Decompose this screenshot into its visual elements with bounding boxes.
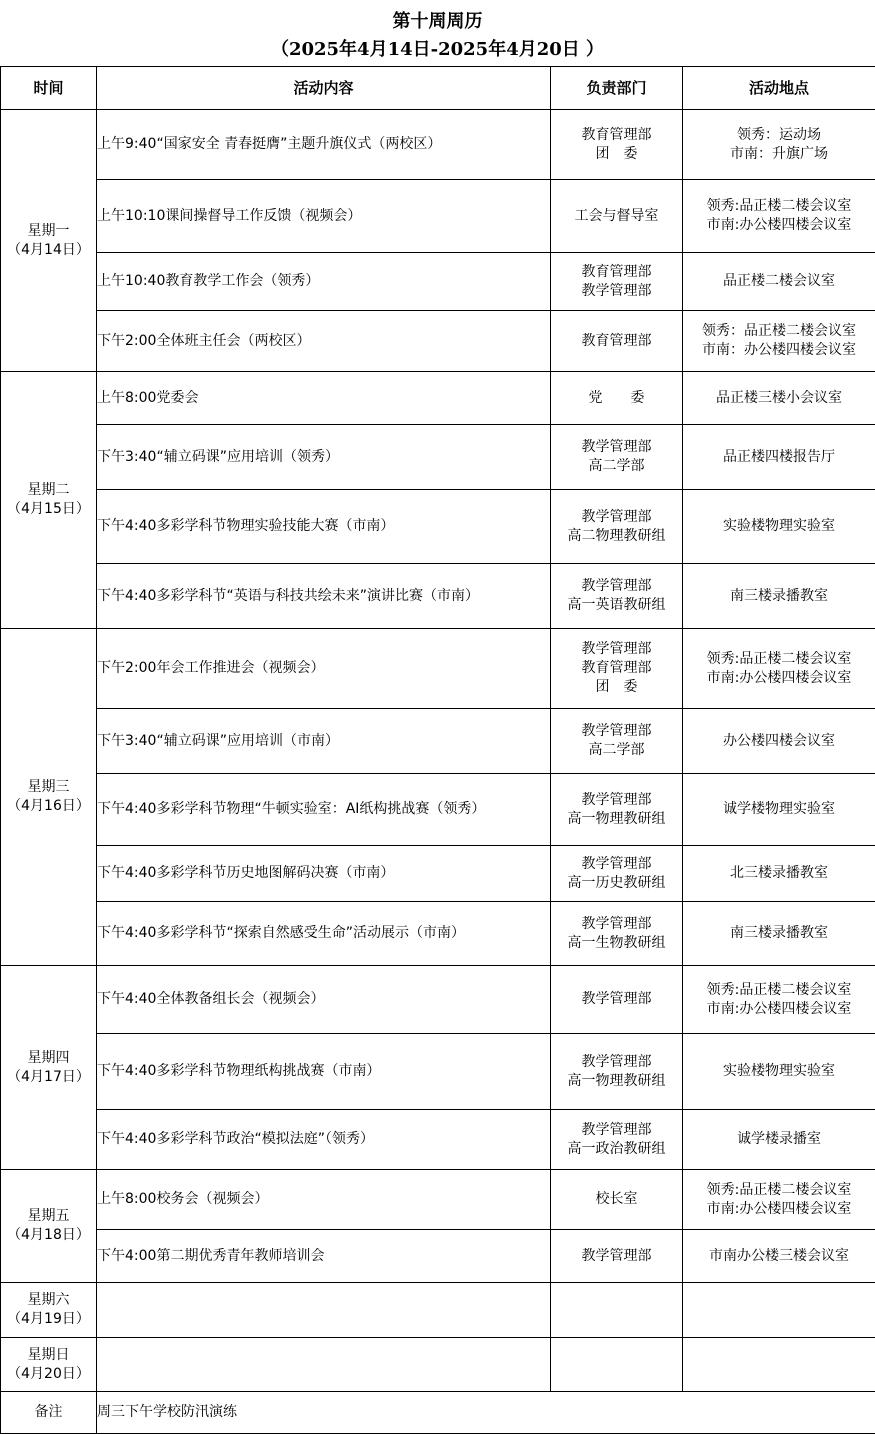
event-row: [1, 774, 875, 846]
department-line: 教育管理部: [551, 126, 682, 145]
department-cell: [551, 1170, 683, 1230]
department-cell: [551, 425, 683, 490]
department-cell: [551, 311, 683, 372]
department-line: 教学管理部: [551, 508, 682, 527]
header-location: 活动地点: [683, 67, 875, 110]
department-line: 高二学部: [551, 457, 682, 476]
day-name: 星期三: [1, 778, 96, 797]
department-line: 教学管理部: [551, 438, 682, 457]
day-date: （4月16日）: [1, 797, 96, 816]
header-row: [1, 67, 875, 110]
activity-cell: 上午10:10课间操督导工作反馈（视频会）: [97, 180, 551, 253]
location-cell: [683, 902, 875, 966]
activity-cell: 下午4:40多彩学科节政治“模拟法庭”（领秀）: [97, 1110, 551, 1170]
activity-cell: 下午3:40“辅立码课”应用培训（市南）: [97, 709, 551, 774]
location-line: 诚学楼录播室: [683, 1130, 875, 1149]
location-line: 办公楼四楼会议室: [683, 732, 875, 751]
department-line: 高二学部: [551, 741, 682, 760]
location-line: 实验楼物理实验室: [683, 1062, 875, 1081]
location-line: 领秀:品正楼二楼会议室: [683, 197, 875, 216]
day-cell: [1, 629, 97, 966]
day-name: 星期四: [1, 1049, 96, 1068]
location-cell: [683, 490, 875, 564]
event-row: [1, 1338, 875, 1392]
location-cell: [683, 629, 875, 709]
location-cell: [683, 110, 875, 180]
day-date: （4月19日）: [1, 1310, 96, 1329]
day-cell: [1, 1338, 97, 1392]
department-line: 高一历史教研组: [551, 874, 682, 893]
location-line: 北三楼录播教室: [683, 864, 875, 883]
calendar-table: [0, 66, 875, 1434]
event-row: [1, 1283, 875, 1338]
day-cell: [1, 372, 97, 629]
calendar-date-range: （2025年4月14日-2025年4月20日 ）: [0, 35, 875, 61]
department-cell: [551, 966, 683, 1034]
department-cell: [551, 902, 683, 966]
location-line: 市南：办公楼四楼会议室: [683, 341, 875, 360]
department-cell: [551, 372, 683, 425]
location-line: 品正楼三楼小会议室: [683, 389, 875, 408]
department-line: 校长室: [551, 1190, 682, 1209]
location-line: 领秀:品正楼二楼会议室: [683, 1181, 875, 1200]
day-name: 星期二: [1, 481, 96, 500]
department-cell: [551, 490, 683, 564]
day-cell: [1, 966, 97, 1170]
day-name: 星期一: [1, 222, 96, 241]
department-line: 团 委: [551, 145, 682, 164]
location-cell: [683, 1338, 875, 1392]
event-row: [1, 846, 875, 902]
department-line: 教学管理部: [551, 915, 682, 934]
location-line: 领秀：品正楼二楼会议室: [683, 322, 875, 341]
location-cell: [683, 253, 875, 311]
event-row: [1, 311, 875, 372]
department-cell: [551, 253, 683, 311]
activity-cell: 上午10:40教育教学工作会（领秀）: [97, 253, 551, 311]
location-cell: [683, 846, 875, 902]
location-line: 诚学楼物理实验室: [683, 800, 875, 819]
department-line: 教学管理部: [551, 282, 682, 301]
event-row: [1, 564, 875, 629]
department-line: 工会与督导室: [551, 207, 682, 226]
department-cell: [551, 709, 683, 774]
day-name: 星期日: [1, 1346, 96, 1365]
day-date: （4月15日）: [1, 500, 96, 519]
department-line: 团 委: [551, 678, 682, 697]
location-cell: [683, 564, 875, 629]
title-block: [0, 0, 875, 66]
department-cell: [551, 1338, 683, 1392]
department-cell: [551, 1283, 683, 1338]
department-line: 高二物理教研组: [551, 527, 682, 546]
department-line: 教育管理部: [551, 263, 682, 282]
activity-cell: 下午4:40多彩学科节历史地图解码决赛（市南）: [97, 846, 551, 902]
department-line: 教学管理部: [551, 855, 682, 874]
location-cell: [683, 709, 875, 774]
location-cell: [683, 1170, 875, 1230]
event-row: [1, 1230, 875, 1283]
activity-cell: 上午8:00党委会: [97, 372, 551, 425]
department-cell: [551, 110, 683, 180]
event-row: [1, 629, 875, 709]
department-line: 高一英语教研组: [551, 596, 682, 615]
activity-cell: 下午2:00全体班主任会（两校区）: [97, 311, 551, 372]
department-cell: [551, 846, 683, 902]
location-line: 市南办公楼三楼会议室: [683, 1247, 875, 1266]
department-line: 高一生物教研组: [551, 934, 682, 953]
event-row: [1, 966, 875, 1034]
location-cell: [683, 180, 875, 253]
header-time: 时间: [1, 67, 97, 110]
location-line: 领秀:品正楼二楼会议室: [683, 650, 875, 669]
event-row: [1, 1170, 875, 1230]
activity-cell: [97, 1338, 551, 1392]
department-cell: [551, 180, 683, 253]
location-line: 领秀:品正楼二楼会议室: [683, 981, 875, 1000]
remarks-row: [1, 1392, 875, 1434]
location-line: 实验楼物理实验室: [683, 517, 875, 536]
department-cell: [551, 564, 683, 629]
activity-cell: [97, 1283, 551, 1338]
event-row: [1, 110, 875, 180]
day-date: （4月17日）: [1, 1068, 96, 1087]
location-line: 市南：升旗广场: [683, 145, 875, 164]
activity-cell: 下午4:40多彩学科节“英语与科技共绘未来”演讲比赛（市南）: [97, 564, 551, 629]
department-line: 教学管理部: [551, 791, 682, 810]
event-row: [1, 372, 875, 425]
location-cell: [683, 372, 875, 425]
activity-cell: 下午4:40多彩学科节“探索自然感受生命”活动展示（市南）: [97, 902, 551, 966]
location-line: 市南:办公楼四楼会议室: [683, 216, 875, 235]
day-name: 星期五: [1, 1207, 96, 1226]
activity-cell: 上午9:40“国家安全 青春挺膺”主题升旗仪式（两校区）: [97, 110, 551, 180]
activity-cell: 下午3:40“辅立码课”应用培训（领秀）: [97, 425, 551, 490]
department-line: 教育管理部: [551, 332, 682, 351]
department-line: 教学管理部: [551, 640, 682, 659]
department-cell: [551, 774, 683, 846]
day-date: （4月20日）: [1, 1365, 96, 1384]
department-line: 教学管理部: [551, 577, 682, 596]
location-cell: [683, 425, 875, 490]
activity-cell: 下午4:40多彩学科节物理纸构挑战赛（市南）: [97, 1034, 551, 1110]
event-row: [1, 1034, 875, 1110]
header-dept: 负责部门: [551, 67, 683, 110]
location-cell: [683, 966, 875, 1034]
location-line: 市南:办公楼四楼会议室: [683, 1000, 875, 1019]
event-row: [1, 902, 875, 966]
department-cell: [551, 629, 683, 709]
department-cell: [551, 1110, 683, 1170]
location-line: 南三楼录播教室: [683, 924, 875, 943]
event-row: [1, 253, 875, 311]
department-line: 教学管理部: [551, 990, 682, 1009]
day-cell: [1, 110, 97, 372]
activity-cell: 下午4:40全体教备组长会（视频会）: [97, 966, 551, 1034]
location-cell: [683, 1230, 875, 1283]
event-row: [1, 180, 875, 253]
activity-cell: 下午4:40多彩学科节物理实验技能大赛（市南）: [97, 490, 551, 564]
department-line: 高一物理教研组: [551, 810, 682, 829]
event-row: [1, 1110, 875, 1170]
remarks-label: 备注: [1, 1392, 97, 1434]
activity-cell: 下午2:00年会工作推进会（视频会）: [97, 629, 551, 709]
day-cell: [1, 1170, 97, 1283]
header-content: 活动内容: [97, 67, 551, 110]
location-cell: [683, 1283, 875, 1338]
department-line: 教学管理部: [551, 722, 682, 741]
department-line: 高一物理教研组: [551, 1072, 682, 1091]
location-line: 品正楼二楼会议室: [683, 272, 875, 291]
department-line: 教学管理部: [551, 1121, 682, 1140]
department-line: 高一政治教研组: [551, 1140, 682, 1159]
location-cell: [683, 1034, 875, 1110]
department-line: 教学管理部: [551, 1053, 682, 1072]
department-cell: [551, 1230, 683, 1283]
location-cell: [683, 1110, 875, 1170]
activity-cell: 上午8:00校务会（视频会）: [97, 1170, 551, 1230]
department-line: 教育管理部: [551, 659, 682, 678]
remarks-content: 周三下午学校防汛演练: [97, 1392, 875, 1434]
calendar-title: 第十周周历: [0, 7, 875, 33]
event-row: [1, 425, 875, 490]
department-line: 党 委: [551, 389, 682, 408]
location-cell: [683, 311, 875, 372]
activity-cell: 下午4:00第二期优秀青年教师培训会: [97, 1230, 551, 1283]
day-date: （4月14日）: [1, 241, 96, 260]
location-line: 市南:办公楼四楼会议室: [683, 669, 875, 688]
day-name: 星期六: [1, 1291, 96, 1310]
department-line: 教学管理部: [551, 1247, 682, 1266]
location-line: 品正楼四楼报告厅: [683, 448, 875, 467]
event-row: [1, 490, 875, 564]
location-line: 领秀：运动场: [683, 126, 875, 145]
day-date: （4月18日）: [1, 1226, 96, 1245]
event-row: [1, 709, 875, 774]
location-cell: [683, 774, 875, 846]
location-line: 市南:办公楼四楼会议室: [683, 1200, 875, 1219]
day-cell: [1, 1283, 97, 1338]
activity-cell: 下午4:40多彩学科节物理“牛顿实验室：AI纸构挑战赛（领秀）: [97, 774, 551, 846]
department-cell: [551, 1034, 683, 1110]
location-line: 南三楼录播教室: [683, 587, 875, 606]
